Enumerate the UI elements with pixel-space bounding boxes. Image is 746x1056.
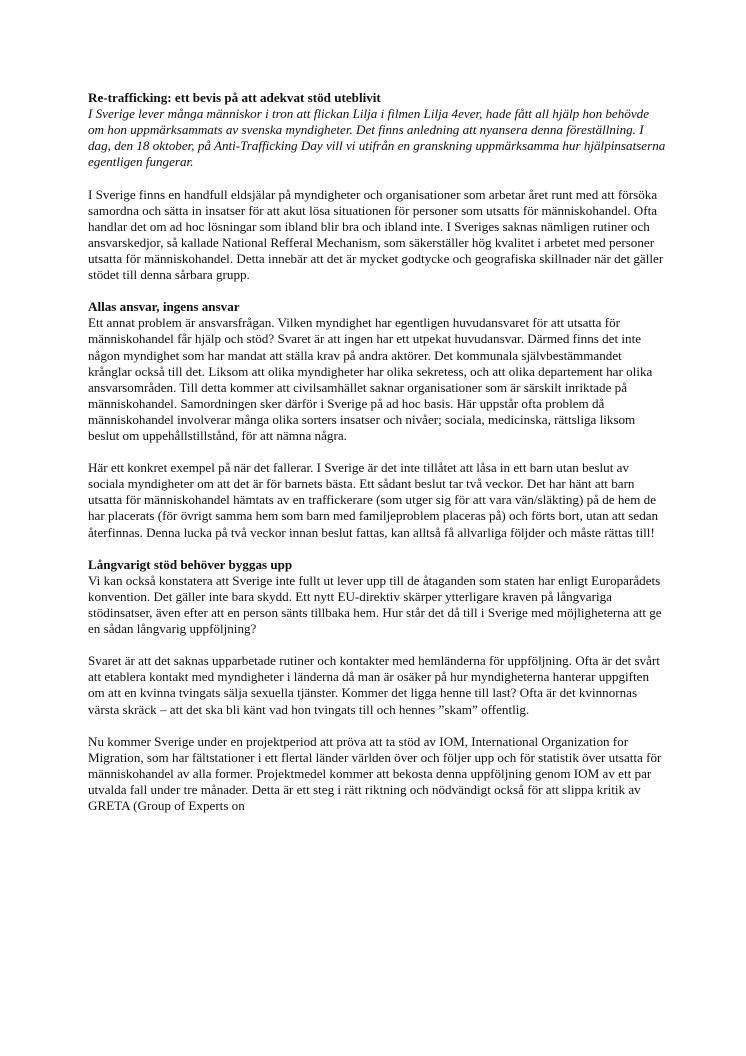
body-paragraph (88, 187, 668, 284)
paragraph-text: Vi kan också konstatera att Sverige inte fullt ut lever upp till de åtaganden som staten har enligt Europarådets konvention. Det gäller inte bara skydd. Ett nytt EU-direktiv skärper ytterligare kraven på långvariga stödinsatser, även efter att en person sänts tillbaka hem. Hur står det då till i Sverige med möjligheterna att ge en sådan långvarig uppföljning? (88, 572, 662, 637)
paragraph-text: Svaret är att det saknas upparbetade rutiner och kontakter med hemländerna för uppföljning. Ofta är det svårt att etablera kontakt med myndigheter i länderna då man är osäker på hur myndigheterna hanterar uppgiften om att en kvinna tvingats sälja sexuella tjänster. Kommer det ligga henne till last? Ofta är det kvinnornas värsta skräck – att det ska bli känt vad hon tvingats till och hennes ”skam” offentlig. (88, 653, 660, 717)
section-heading: Allas ansvar, ingens ansvar (88, 299, 240, 315)
intro-block (88, 90, 668, 170)
document-page (88, 90, 668, 830)
paragraph-text: Ett annat problem är ansvarsfrågan. Vilken myndighet har egentligen huvudansvaret för att utsatta för människohandel får hjälp och stöd? Svaret är att ingen har ett utpekat huvudansvar. Därmed finns det inte någon myndighet som har mandat att ställa krav på andra aktörer. Det kommunala självbestämmandet krånglar också till det. Liksom att olika myndigheter har olika sekretess, och att olika departement har olika ansvarsområden. Till detta kommer att civilsamhället saknar organisationer som är särskilt inriktade på människohandel. Samordningen sker därför i Sverige på ad hoc basis. Här uppstår ofta problem då människohandel involverar många olika sorters insatser och nivåer; sociala, medicinska, rättsliga liksom beslut om uppehållstillstånd, för att nämna några. (88, 315, 653, 443)
body-paragraph (88, 460, 668, 540)
paragraph-text: Nu kommer Sverige under en projektperiod att pröva att ta stöd av IOM, International Organization for Migration, som har fältstationer i ett flertal länder världen över och följer upp och för statistik över utsatta för människohandel av alla former. Projektmedel kommer att bekosta denna uppföljning genom IOM av ett par utvalda fall under tre månader. Detta är ett steg i rätt riktning och nödvändigt också för att slippa kritik av GRETA (Group of Experts on (88, 733, 662, 814)
section-responsibility (88, 299, 668, 444)
section-long-term-support (88, 557, 668, 637)
paragraph-text: I Sverige finns en handfull eldsjälar på myndigheter och organisationer som arbetar året runt med att försöka samordna och sätta in insatser för att akut lösa situationen för personer som utsatts för människohandel. Ofta handlar det om ad hoc lösningar som ibland blir bra och ibland inte. I Sveriges saknas nämligen rutiner och ansvarskedjor, så kallade National Refferal Mechanism, som säkerställer hög kvalitet i arbetet med personer utsatta för människohandel. Detta innebär att det är mycket godtycke och geografiska skillnader när det gäller stödet till denna sårbara grupp. (88, 186, 664, 283)
body-paragraph (88, 653, 668, 717)
section-heading: Långvarigt stöd behöver byggas upp (88, 556, 293, 572)
article-title: Re-trafficking: ett bevis på att adekvat stöd uteblivit (88, 90, 381, 105)
paragraph-text: Här ett konkret exempel på när det fallerar. I Sverige är det inte tillåtet att låsa in ett barn utan beslut av sociala myndigheter om att det är för barnets bästa. Ett sådant beslut tar två veckor. Det har hänt att barn utsatta för människohandel hämtats av en traffickerare (som utger sig för att vara vän/släkting) på de hem de har placerats (för övrigt samma hem som barn med familjeproblem placeras på) och förts bort, utan att sedan återfinnas. Denna lucka på två veckor innan beslut fattas, kan alltså få allvarliga följder och måste rättas till! (88, 460, 659, 540)
article-ingress: I Sverige lever många människor i tron att flickan Lilja i filmen Lilja 4ever, hade fått all hjälp hon behövde om hon uppmärksammats av svenska myndigheter. Det finns anledning att nyansera denna föreställning. I dag, den 18 oktober, på Anti-Trafficking Day vill vi utifrån en granskning uppmärksamma hur hjälpinsatserna egentligen fungerar. (88, 106, 666, 170)
body-paragraph (88, 734, 668, 814)
